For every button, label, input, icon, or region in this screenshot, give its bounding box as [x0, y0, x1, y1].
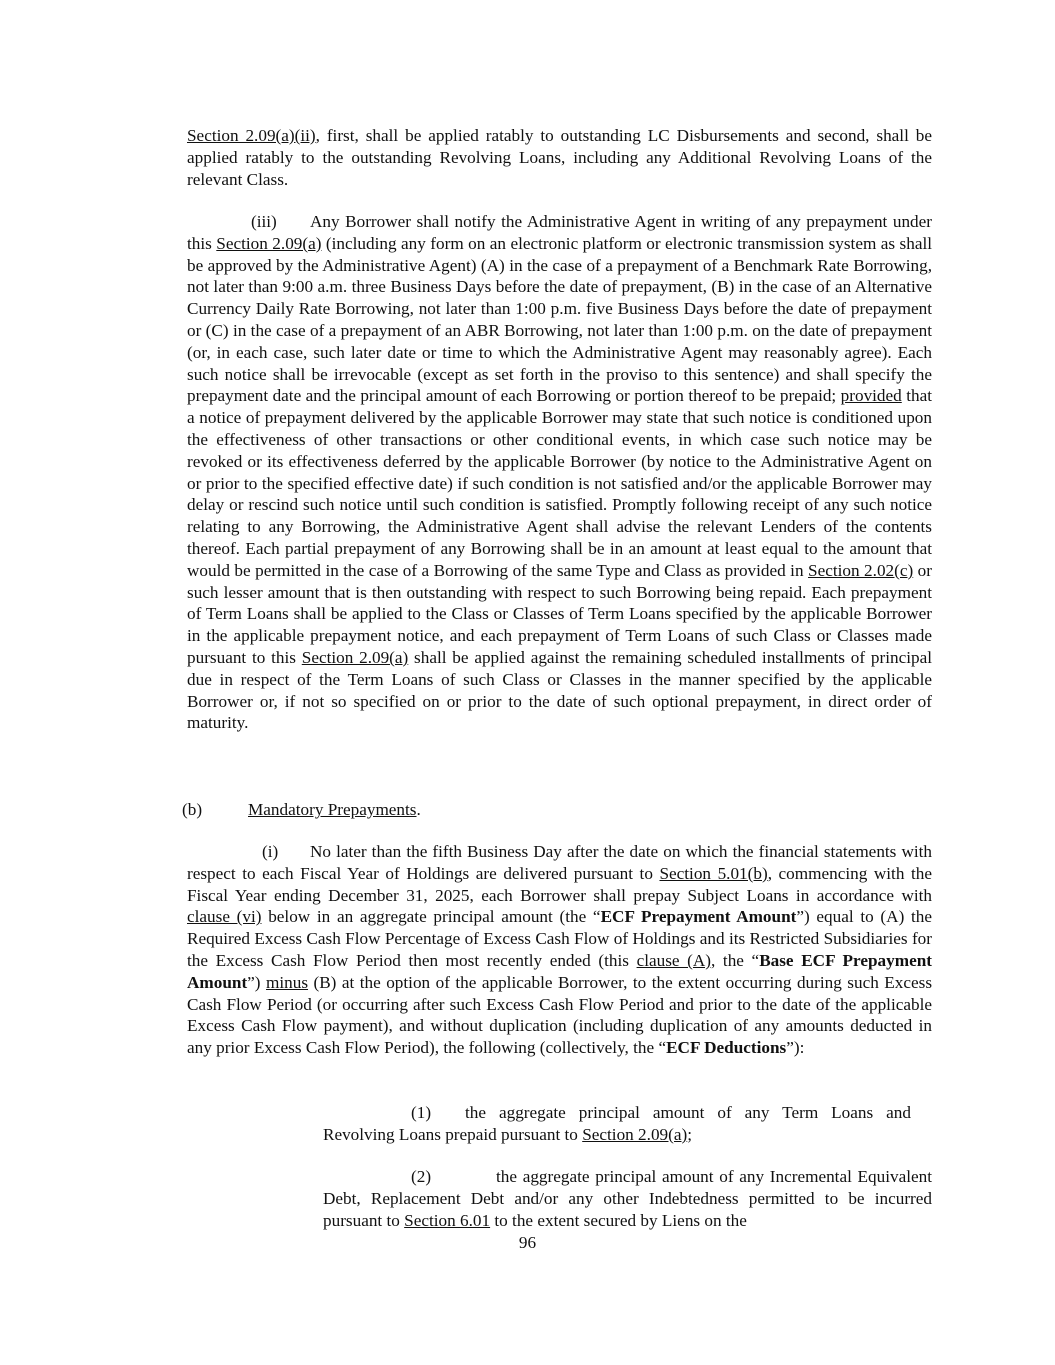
cross-reference: Section 5.01(b): [659, 863, 768, 883]
cross-reference: Section 2.09(a): [216, 233, 322, 253]
defined-term: ECF Prepayment Amount: [600, 907, 797, 927]
paragraph-a-ii-continuation: Section 2.09(a)(ii), first, shall be applied ratably to outstanding LC Disbursements and second, shall be applied ratably to the outstanding Revolving Loans, including any Additional Revolving Loans of the relevant Class.: [187, 126, 932, 189]
heading-title: Mandatory Prepayments: [248, 800, 417, 819]
clause-number: (iii): [251, 212, 277, 231]
page-number: 96: [518, 1233, 537, 1252]
defined-term: Base ECF Prepayment Amount: [187, 950, 932, 992]
proviso-term: provided: [840, 386, 902, 406]
cross-reference: Section 2.09(a): [301, 647, 409, 667]
paragraph-a-iii: (iii) Any Borrower shall notify the Administrative Agent in writing of any prepayment under this Section 2.09(a) (including any form on an electronic platform or electronic transmission system as shall be approved by the Administrative Agent) (A) in the case of a prepayment of a Benchmark Rate Borrowing, not later than 9:00 a.m. three Business Days before the date of prepayment, (B) in the case of an Alternative Currency Daily Rate Borrowing, not later than 1:00 p.m. five Business Days before the date of prepayment or (C) in the case of a prepayment of an ABR Borrowing, not later than 1:00 p.m. on the date of prepayment (or, in each case, such later date or time to which the Administrative Agent may reasonably agree). Each such notice shall be irrevocable (except as set forth in the proviso to this sentence) and shall specify the prepayment date and the principal amount of each Borrowing or portion thereof to be prepaid; provided that a notice of prepayment delivered by the applicable Borrower may state that such notice is conditioned upon the effectiveness of other transactions or other conditional events, in which case such notice may be revoked or its effectiveness deferred by the applicable Borrower (by notice to the Administrative Agent on or prior to the specified effective date) if such condition is not satisfied and/or the applicable Borrower may delay or rescind such notice until such condition is satisfied. Promptly following receipt of any such notice relating to any Borrowing, the Administrative Agent shall advise the relevant Lenders of the contents thereof. Each partial prepayment of any Borrowing shall be in an amount at least equal to the amount that would be permitted in the case of a Borrowing of the same Type and Class as provided in Section 2.02(c) or such lesser amount that is then outstanding with respect to such Borrowing being repaid. Each prepayment of Term Loans shall be applied to the Class or Classes of Term Loans specified by the applicable Borrower in the applicable prepayment notice, and each prepayment of Term Loans of such Class or Classes made pursuant to this Section 2.09(a) shall be applied against the remaining scheduled installments of principal due in respect of the Term Loans of such Class or Classes in the manner specified by the applicable Borrower or, if not so specified on or prior to the date of such optional prepayment, in direct order of maturity.: [187, 212, 933, 733]
cross-reference: clause (vi): [187, 907, 262, 927]
list-item-1: (1) the aggregate principal amount of any Term Loans and Revolving Loans prepaid pursuant to Section 2.09(a);: [323, 1103, 911, 1144]
section-heading-b: (b) Mandatory Prepayments.: [182, 800, 421, 819]
cross-reference: Section 2.09(a)(ii): [187, 126, 316, 145]
cross-reference: Section 6.01: [404, 1210, 491, 1230]
cross-reference: clause (A): [636, 950, 711, 970]
item-number: (2): [411, 1167, 432, 1186]
defined-term: ECF Deductions: [666, 1038, 787, 1058]
paragraph-b-i: (i) No later than the fifth Business Day after the date on which the financial statements with respect to each Fiscal Year of Holdings are delivered pursuant to Section 5.01(b), commencing with the Fiscal Year ending December 31, 2025, each Borrower shall prepay Subject Loans in accordance with clause (vi) below in an aggregate principal amount (the “ECF Prepayment Amount”) equal to (A) the Required Excess Cash Flow Percentage of Excess Cash Flow of Holdings and its Restricted Subsidiaries for the Excess Cash Flow Period then most recently ended (this clause (A), the “Base ECF Prepayment Amount”) minus (B) at the option of the applicable Borrower, to the extent occurring during such Excess Cash Flow Period (or occurring after such Excess Cash Flow Period and prior to the date of the applicable Excess Cash Flow payment), and without duplication (including duplication of any amounts deducted in any prior Excess Cash Flow Period), the following (collectively, the “ECF Deductions”):: [187, 842, 933, 1058]
cross-reference: Section 2.02(c): [808, 560, 914, 580]
minus-term: minus: [266, 972, 309, 992]
cross-reference: Section 2.09(a): [582, 1124, 688, 1144]
clause-number: (i): [262, 842, 279, 861]
list-item-2: (2) the aggregate principal amount of any Incremental Equivalent Debt, Replacement Debt and/or any other Indebtedness permitted to be incurred pursuant to Section 6.01 to the extent secured by Liens on the: [323, 1167, 932, 1230]
item-number: (1): [411, 1103, 432, 1122]
clause-number: (b): [182, 800, 203, 819]
